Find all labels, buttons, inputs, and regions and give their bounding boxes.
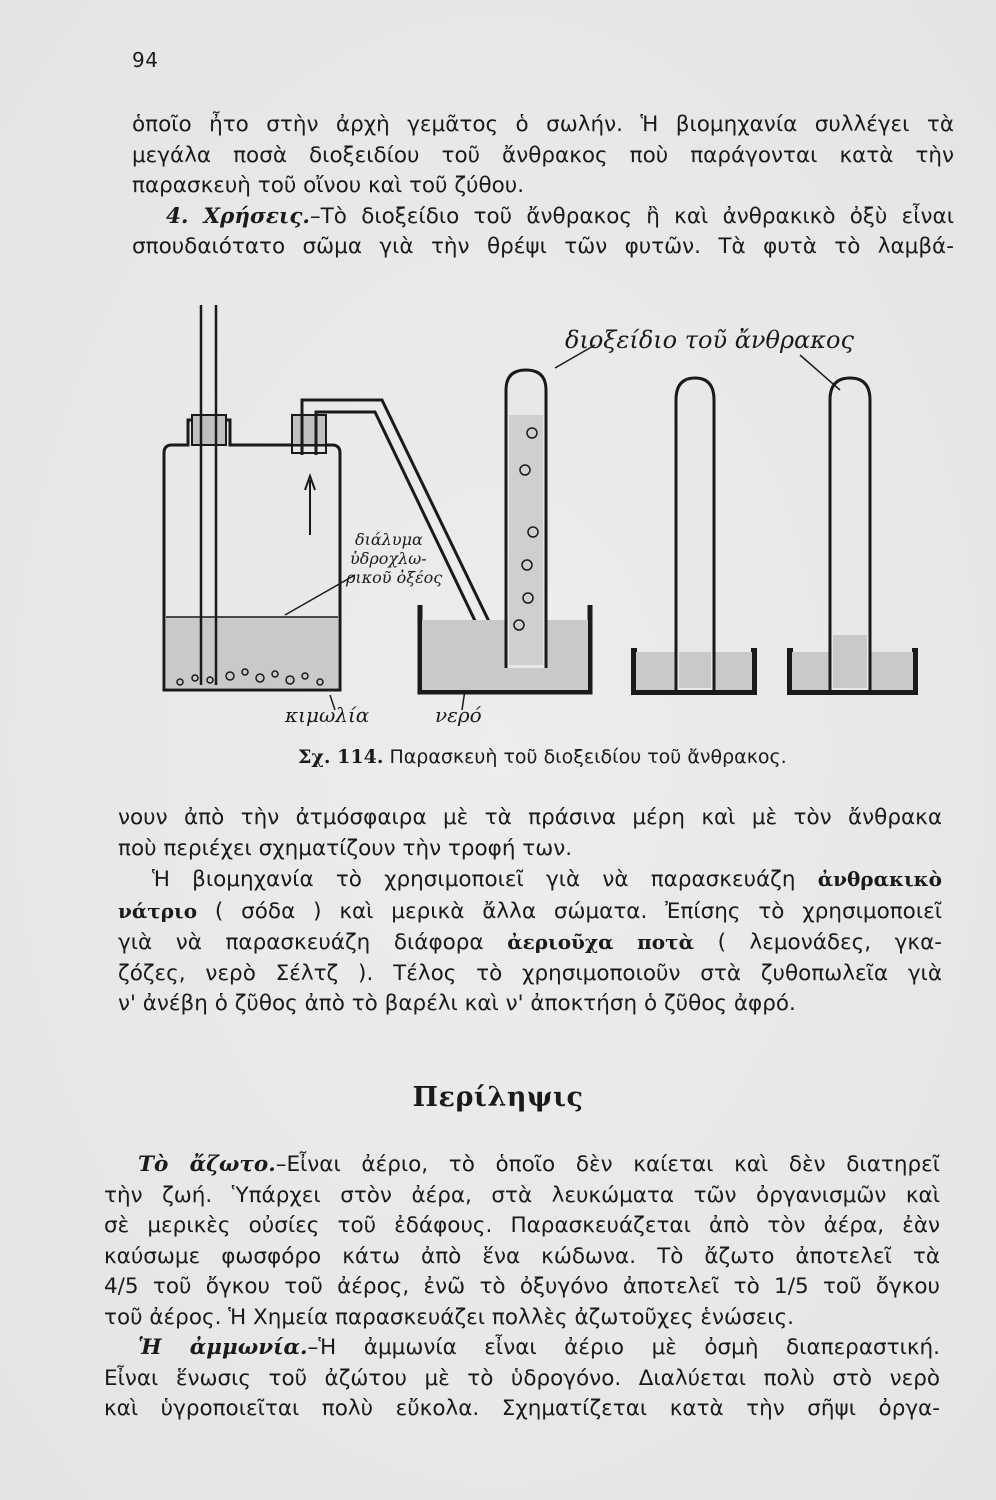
text-line: καύσωμε φωσφόρο κάτω ἀπὸ ἕνα κώδωνα. Τὸ ἄζωτο ἀποτελεῖ τὰ	[104, 1243, 940, 1269]
text-line: ποὺ περιέχει σχηματίζουν τὴν τροφή των.	[118, 835, 573, 861]
text-line: ὁποῖο ἦτο στὴν ἀρχὴ γεμᾶτος ὁ σωλήν. Ἡ βιομηχανία συλλέγει τὰ	[132, 112, 954, 137]
acid-label-3: ρικοῦ ὀξέος	[346, 568, 443, 587]
figure-number: Σχ. 114.	[298, 746, 384, 768]
text-line: τοῦ ἀέρος. Ἡ Χημεία παρασκευάζει πολλὲς ἀζωτοῦχες ἑνώσεις.	[104, 1304, 795, 1330]
after-figure-paragraph	[118, 803, 942, 1020]
flask-neck-right	[292, 415, 326, 445]
text-line: μεγάλα ποσὰ διοξειδίου τοῦ ἄνθρακος ποὺ παράγονται κατὰ τὴν	[132, 142, 954, 168]
text-line: παρασκευὴ τοῦ οἴνου καὶ τοῦ ζύθου.	[132, 173, 525, 198]
text-line: ζόζες, νερὸ Σέλτζ ). Τέλος τὸ χρησιμοποιοῦν στὰ ζυθοπωλεῖα γιὰ	[118, 960, 942, 986]
text-line: νουν ἀπὸ τὴν ἀτμόσφαιρα μὲ τὰ πράσινα μέρη καὶ μὲ τὸν ἄνθρακα	[118, 805, 942, 830]
text-line: σὲ μερικὲς οὐσίες τοῦ ἐδάφους. Παρασκευάζεται ἀπὸ τὸν ἀέρα, ἐὰν	[104, 1213, 940, 1238]
ammonia-title: Ἡ ἀμμωνία.	[138, 1335, 308, 1360]
text-line	[118, 896, 942, 928]
page-number: 94	[132, 48, 159, 72]
marble-label: κιμωλία	[285, 703, 370, 727]
text-line	[118, 864, 942, 896]
acid-label-2: ὑδροχλω-	[350, 549, 427, 568]
co2-label: διοξείδιο τοῦ ἄνθρακος	[565, 326, 854, 354]
apparatus-figure	[150, 290, 930, 740]
text-line: Εἶναι ἕνωσις τοῦ ἀζώτου μὲ τὸ ὑδρογόνο. Διαλύεται πολὺ στὸ νερὸ	[104, 1365, 940, 1391]
text-line	[104, 1150, 940, 1181]
figure-caption-text: Παρασκευὴ τοῦ διοξειδίου τοῦ ἄνθρακος.	[389, 746, 787, 768]
text-line: τὴν ζωή. Ὑπάρχει στὸν ἀέρα, στὰ λευκώματα τῶν ὀργανισμῶν καὶ	[104, 1182, 940, 1208]
bold-term: νάτριο	[118, 898, 198, 923]
section-line	[132, 202, 954, 233]
figure-caption	[298, 746, 787, 768]
text-fragment: –Εἶναι ἀέριο, τὸ ὁποῖο δὲν καίεται καὶ δὲν διατηρεῖ	[275, 1152, 940, 1177]
text-line: ν' ἀνέβη ὁ ζῦθος ἀπὸ τὸ βαρέλι καὶ ν' ἀποκτήση ὁ ζῦθος ἀφρό.	[118, 991, 796, 1016]
text-fragment: –Ἡ ἀμμωνία εἶναι ἀέριο μὲ ὀσμὴ διαπεραστική.	[307, 1335, 940, 1360]
summary-heading: Περίληψις	[412, 1082, 584, 1113]
text-fragment: Ἡ βιομηχανία τὸ χρησιμοποιεῖ γιὰ νὰ παρασκευάζη	[152, 867, 796, 892]
text-fragment: γιὰ νὰ παρασκευάζη διάφορα	[118, 930, 484, 955]
nitrogen-title: Τὸ ἄζωτο.	[138, 1152, 276, 1177]
flask-neck-left	[192, 415, 226, 445]
text-fragment: ( λεμονάδες, γκα-	[717, 930, 943, 955]
text-fragment: ( σόδα ) καὶ μερικὰ ἄλλα σώματα. Ἐπίσης τὸ χρησιμοποιεῖ	[214, 898, 942, 924]
text-line: 4/5 τοῦ ὄγκου τοῦ ἀέρος, ἐνῶ τὸ ὀξυγόνο ἀποτελεῖ τὸ 1/5 τοῦ ὄγκου	[104, 1274, 940, 1299]
text-line	[104, 1333, 940, 1364]
bold-term: ἀνθρακικὸ	[817, 867, 942, 891]
text-line: σπουδαιότατο σῶμα γιὰ τὴν θρέψι τῶν φυτῶν. Τὰ φυτὰ τὸ λαμβά-	[132, 234, 954, 259]
text-fragment: –Τὸ διοξείδιο τοῦ ἄνθρακος ἢ καὶ ἀνθρακικὸ ὀξὺ εἶναι	[309, 203, 954, 229]
test-tube-2	[676, 378, 714, 690]
top-paragraph	[132, 110, 954, 263]
water-label: νερό	[435, 703, 482, 727]
text-line	[118, 927, 942, 959]
section-heading: 4. Χρήσεις.	[166, 203, 310, 229]
bold-term: ἀεριοῦχα ποτὰ	[507, 930, 694, 954]
acid-label-1: διάλυμα	[355, 530, 423, 549]
text-line: καὶ ὑγροποιεῖται πολὺ εὔκολα. Σχηματίζεται κατὰ τὴν σῆψι ὀργα-	[104, 1396, 940, 1421]
summary-paragraph	[104, 1150, 940, 1425]
